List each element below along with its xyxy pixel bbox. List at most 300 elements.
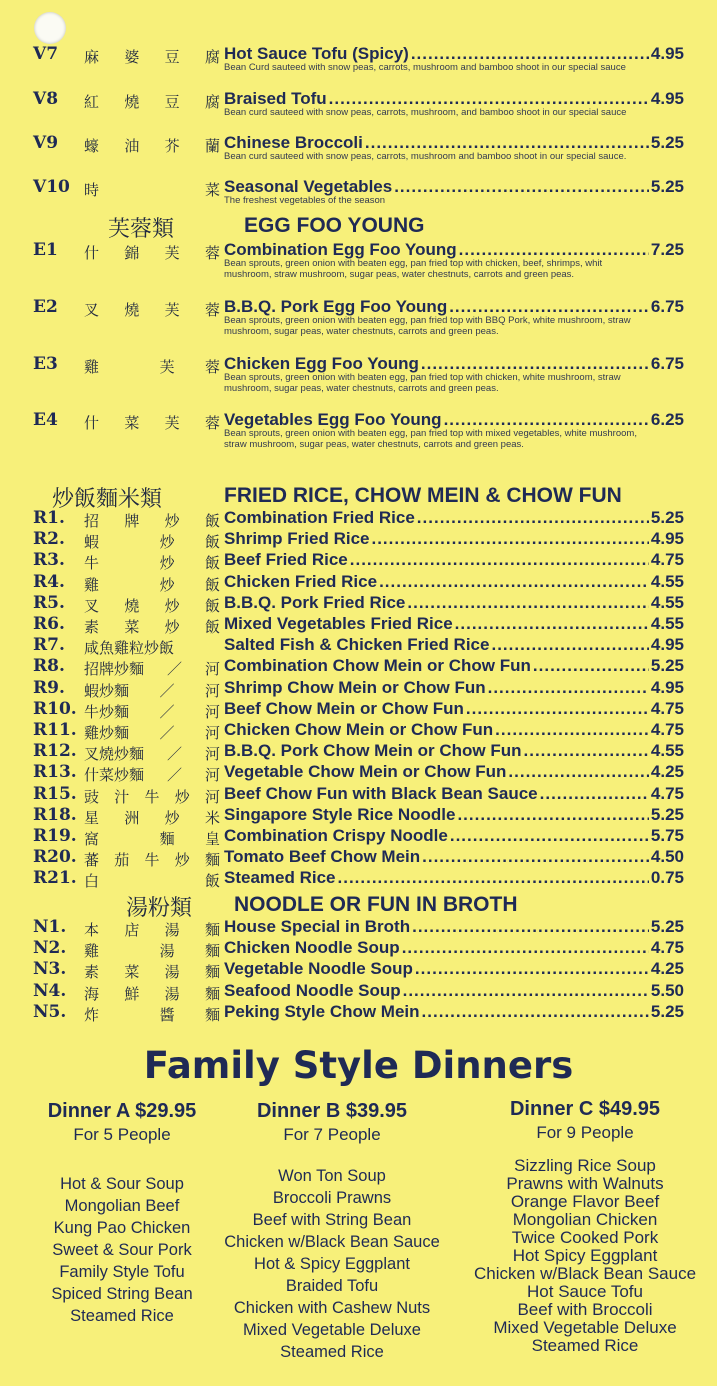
dinner-c [462, 1098, 708, 1355]
chinese-char: ／ [159, 724, 175, 742]
item-code: R5. [33, 592, 65, 613]
chinese-char: 炒 [164, 512, 180, 530]
item-name-row [224, 1002, 684, 1022]
item-description: Bean sprouts, green onion with beaten egg, pan fried top with chicken, white mushroom, straw mushroom, sugar peas, water chestnuts, carrots and green peas. [224, 372, 621, 394]
item-name: Combination Fried Rice [224, 508, 415, 527]
item-chinese-name [84, 595, 220, 616]
chinese-char: ／ [166, 745, 182, 764]
item-name: Shrimp Chow Mein or Chow Fun [224, 677, 486, 697]
chinese-char: ／ [166, 660, 182, 679]
item-description: Bean curd sauteed with snow peas, carrots, mushroom and bamboo shoot in our special sauce. [224, 151, 627, 162]
item-name-row [224, 699, 684, 719]
item-name: Shrimp Fried Rice [224, 529, 370, 549]
item-description: Bean Curd sauteed with snow peas, carrots, mushroom and bamboo shoot in our special sauce [224, 62, 626, 73]
chinese-char: 菜 [124, 963, 140, 982]
item-chinese-name [84, 531, 220, 552]
item-name-row [224, 133, 684, 153]
dot-leader [455, 614, 649, 634]
chinese-char: 飯 [204, 575, 220, 594]
item-name-row [224, 635, 684, 655]
chinese-char: 麵 [204, 921, 220, 939]
item-name-row [224, 297, 684, 317]
chinese-char: 芙 [159, 358, 175, 376]
item-chinese-name [84, 764, 220, 785]
chinese-char: 洲 [124, 808, 140, 827]
dinner-dish: Spiced String Bean [51, 1285, 193, 1303]
chinese-char: 蓉 [204, 414, 220, 432]
dinner-dish: Mixed Vegetable Deluxe [243, 1321, 421, 1339]
dot-leader [488, 678, 649, 698]
item-price: 0.75 [650, 868, 684, 888]
item-chinese-name [84, 849, 220, 870]
item-name: Hot Sauce Tofu (Spicy) [224, 44, 409, 63]
item-chinese-name [84, 242, 220, 263]
chinese-char: 錦 [124, 244, 140, 262]
item-price: 5.25 [650, 656, 684, 676]
chinese-char: 燒 [124, 93, 140, 111]
item-name-row [224, 741, 684, 761]
item-code: R6. [33, 614, 65, 634]
item-code: R3. [33, 550, 65, 571]
dot-leader [417, 508, 649, 528]
chinese-char: 米 [204, 808, 220, 827]
dot-leader [450, 826, 649, 846]
item-price: 4.55 [650, 741, 684, 761]
item-name: Chicken Noodle Soup [224, 938, 400, 958]
dot-leader [449, 297, 649, 317]
dot-leader [540, 784, 649, 804]
item-code: R8. [33, 656, 65, 677]
chinese-char: 麵 [204, 1005, 220, 1024]
item-price: 4.75 [650, 938, 684, 958]
item-name: Chicken Egg Foo Young [224, 354, 419, 373]
chinese-char: 豆 [164, 48, 180, 66]
dinner-dish: Beef with Broccoli [517, 1300, 653, 1319]
item-name: Salted Fish & Chicken Fried Rice [224, 635, 490, 655]
item-name: Tomato Beef Chow Mein [224, 847, 421, 867]
item-name-row [224, 917, 684, 937]
item-chinese-name [84, 356, 220, 377]
item-description: The freshest vegetables of the season [224, 195, 386, 206]
chinese-char: 雞 [84, 575, 100, 594]
item-name-row [224, 805, 684, 825]
item-price: 6.75 [650, 297, 684, 316]
dinner-c-items [462, 1157, 708, 1355]
item-chinese-name [84, 807, 220, 828]
chinese-char: 麵 [204, 942, 220, 961]
item-code: R9. [33, 677, 65, 698]
item-name-row [224, 529, 684, 549]
chinese-char: 麻 [84, 48, 100, 66]
dot-leader [524, 741, 649, 761]
item-name-row [224, 572, 684, 592]
chinese-char: 白 [84, 872, 100, 891]
chinese-char: 湯 [159, 942, 175, 961]
chinese-char: 河 [204, 724, 220, 742]
dot-leader [421, 354, 649, 374]
item-name-row [224, 177, 684, 197]
item-price: 4.95 [650, 635, 684, 655]
chinese-char: 飯 [204, 512, 220, 530]
item-name-row [224, 44, 684, 64]
item-name: Seasonal Vegetables [224, 177, 393, 196]
chinese-char: 什 [84, 414, 100, 432]
dinner-dish: Chicken with Cashew Nuts [233, 1299, 431, 1317]
item-name: Chicken Fried Rice [224, 571, 378, 591]
item-description: Bean sprouts, green onion with beaten egg, pan fried top with BBQ Pork, white mushroom, straw mushroom, sugar peas, water chestnuts, carrots and green peas. [224, 315, 631, 337]
dinner-dish: Twice Cooked Pork [511, 1228, 659, 1247]
section-heading-chinese: 炒飯麵米類 [52, 487, 163, 512]
item-chinese-name [84, 658, 220, 679]
chinese-char: 炒 [164, 808, 180, 827]
item-description: Bean sprouts, green onion with beaten egg, pan fried top with chicken, beef, shrimps, whit mushroom, straw mushroom, sugar peas, water chestnuts, carrots and green peas. [224, 258, 603, 280]
chinese-char: 炒 [164, 596, 180, 615]
chinese-char: 招牌炒麵 [84, 660, 145, 679]
dot-leader [415, 959, 649, 979]
dot-leader [412, 917, 649, 937]
item-code: R18. [33, 804, 77, 825]
chinese-char: 豉 [84, 787, 100, 806]
section-heading-english: FRIED RICE, CHOW MEIN & CHOW FUN [224, 484, 622, 507]
chinese-char: 皇 [204, 830, 220, 848]
item-name: Singapore Style Rice Noodle [224, 804, 456, 824]
item-chinese-name [84, 870, 220, 891]
item-chinese-name [84, 828, 220, 849]
item-name-row [224, 981, 684, 1001]
item-chinese-name [84, 616, 220, 637]
item-code: V9 [33, 133, 59, 153]
item-chinese-name [84, 637, 220, 658]
item-price: 4.95 [650, 529, 684, 549]
chinese-char: 蕃 [84, 851, 100, 870]
item-code: E2 [33, 297, 58, 317]
dinner-dish: Won Ton Soup [278, 1167, 386, 1185]
chinese-char: 腐 [204, 48, 220, 66]
dinner-dish: Prawns with Walnuts [506, 1174, 664, 1193]
item-chinese-name [84, 722, 220, 743]
chinese-char: 河 [204, 681, 220, 700]
item-name-row [224, 959, 684, 979]
dot-leader [403, 981, 649, 1001]
item-name-row [224, 656, 684, 676]
item-name-row [224, 678, 684, 698]
dinner-dish: Braided Tofu [285, 1277, 379, 1295]
item-code: E1 [33, 240, 58, 260]
chinese-char: 牌 [124, 512, 140, 530]
chinese-char: 河 [204, 766, 220, 785]
chinese-char: 菜 [124, 414, 140, 432]
dinner-a-people: For 5 People [73, 1125, 171, 1144]
chinese-char: 飯 [204, 554, 220, 573]
item-name: Vegetables Egg Foo Young [224, 410, 442, 429]
chinese-char: ／ [159, 681, 175, 700]
item-code: R21. [33, 868, 77, 889]
item-price: 5.25 [650, 508, 684, 527]
item-code: E3 [33, 354, 58, 374]
item-price: 4.75 [650, 720, 684, 739]
chinese-char: 什菜炒麵 [84, 766, 145, 785]
dinner-b-people: For 7 People [283, 1125, 381, 1144]
dinner-dish: Chicken w/Black Bean Sauce [224, 1233, 440, 1251]
item-code: V10 [33, 177, 70, 197]
item-price: 4.95 [650, 677, 684, 697]
item-name: Beef Chow Fun with Black Bean Sauce [224, 783, 538, 803]
item-name-row [224, 868, 684, 888]
item-description: Bean sprouts, green onion with beaten egg, pan fried top with mixed vegetables, white mushroom, straw mushroom, sugar peas, water chestnuts, carrots and green peas. [224, 428, 637, 450]
family-dinners-title: Family Style Dinners [143, 1044, 574, 1087]
chinese-char: 蠔 [84, 137, 100, 155]
chinese-char: 菜 [204, 181, 220, 199]
chinese-char: 炒 [159, 575, 175, 594]
chinese-char: 炒 [174, 851, 190, 870]
item-price: 4.55 [650, 614, 684, 633]
dinner-dish: Family Style Tofu [59, 1263, 185, 1281]
dot-leader [365, 133, 649, 153]
chinese-char: 麵 [204, 963, 220, 982]
section-heading-chinese: 芙蓉類 [108, 217, 175, 242]
item-chinese-name [84, 510, 220, 531]
chinese-char: 牛炒麵 [84, 702, 130, 721]
chinese-char: 油 [124, 137, 140, 155]
chinese-char: 雞 [84, 358, 100, 376]
chinese-char: 湯 [164, 963, 180, 982]
chinese-char: 飯 [204, 533, 220, 552]
dot-leader [394, 177, 649, 197]
chinese-char: 河 [204, 787, 220, 806]
item-chinese-name [84, 680, 220, 701]
item-code: N2. [33, 938, 67, 959]
item-code: R20. [33, 847, 77, 868]
dot-leader [491, 635, 648, 655]
section-heading-english: EGG FOO YOUNG [244, 214, 425, 237]
chinese-char: 蓉 [204, 301, 220, 319]
dinner-dish: Mongolian Beef [64, 1197, 180, 1215]
chinese-char: 鮮 [124, 984, 140, 1003]
item-name-row [224, 550, 684, 570]
item-chinese-name [84, 46, 220, 67]
dot-leader [379, 572, 649, 592]
item-price: 6.25 [650, 410, 684, 429]
item-price: 5.25 [650, 1001, 684, 1021]
item-price: 4.25 [650, 959, 684, 979]
item-name-row [224, 354, 684, 374]
item-price: 4.95 [650, 44, 684, 63]
chinese-char: 醬 [159, 1005, 175, 1024]
item-code: N1. [33, 917, 67, 937]
chinese-char: 茄 [114, 851, 130, 870]
dot-leader [338, 868, 649, 888]
item-price: 4.25 [650, 762, 684, 782]
dinner-dish: Sweet & Sour Pork [52, 1241, 192, 1259]
dinner-dish: Hot Sauce Tofu [527, 1282, 643, 1301]
chinese-char: 紅 [84, 93, 100, 111]
chinese-char: 時 [84, 181, 100, 199]
chinese-char: 湯 [164, 984, 180, 1003]
chinese-char: 河 [204, 702, 220, 721]
item-chinese-name [84, 961, 220, 982]
item-price: 6.75 [650, 354, 684, 373]
chinese-char: 麵 [204, 984, 220, 1003]
item-name: Chinese Broccoli [224, 133, 363, 152]
dinner-dish: Sizzling Rice Soup [514, 1156, 656, 1175]
chinese-char: 蘭 [204, 137, 220, 155]
chinese-char: 叉 [84, 596, 100, 615]
item-name: Seafood Noodle Soup [224, 980, 401, 1000]
chinese-char: 牛 [144, 851, 160, 870]
item-name-row [224, 938, 684, 958]
chinese-char: 豆 [164, 93, 180, 111]
item-price: 5.50 [650, 980, 684, 1000]
chinese-char: 炒 [159, 533, 175, 552]
chinese-char: 菜 [124, 618, 140, 636]
item-chinese-name [84, 552, 220, 573]
dot-leader [422, 847, 649, 867]
chinese-char: 汁 [114, 787, 130, 806]
item-chinese-name [84, 983, 220, 1004]
chinese-char: 河 [204, 745, 220, 764]
dot-leader [533, 656, 649, 676]
chinese-char: 蓉 [204, 358, 220, 376]
section-heading-english: NOODLE OR FUN IN BROTH [234, 893, 518, 916]
item-name: B.B.Q. Pork Fried Rice [224, 592, 406, 612]
item-chinese-name [84, 786, 220, 807]
chinese-char: 炒 [159, 554, 175, 573]
item-name-row [224, 847, 684, 867]
dinner-dish: Chicken w/Black Bean Sauce [473, 1264, 697, 1283]
item-code: R12. [33, 741, 77, 762]
item-name: B.B.Q. Pork Egg Foo Young [224, 297, 448, 316]
item-name-row [224, 89, 684, 109]
chinese-char: 牛 [144, 787, 160, 806]
item-name: Combination Crispy Noodle [224, 826, 448, 845]
dinner-b-title: Dinner B $39.95 [256, 1100, 408, 1122]
item-name: Combination Egg Foo Young [224, 240, 457, 259]
chinese-char: 本 [84, 921, 100, 939]
chinese-char: ／ [159, 702, 175, 721]
item-name: Vegetable Noodle Soup [224, 959, 413, 979]
chinese-char: 蝦炒麵 [84, 681, 130, 700]
chinese-char: 星 [84, 808, 100, 827]
item-code: R1. [33, 508, 65, 528]
item-price: 5.25 [650, 917, 684, 936]
chinese-char: 燒 [124, 596, 140, 615]
item-code: R2. [33, 529, 65, 550]
chinese-char: ／ [166, 766, 182, 785]
chinese-char: 海 [84, 984, 100, 1003]
item-name: Mixed Vegetables Fried Rice [224, 614, 453, 633]
item-price: 7.25 [650, 240, 684, 259]
dot-leader [508, 762, 649, 782]
dinner-dish: Broccoli Prawns [272, 1189, 392, 1207]
dinner-b-items [222, 1165, 442, 1363]
item-code: V8 [33, 89, 59, 109]
dot-leader [350, 550, 649, 570]
chinese-char: 炸 [84, 1005, 100, 1024]
item-code: R15. [33, 783, 77, 804]
dot-leader [329, 89, 649, 109]
item-name: Combination Chow Mein or Chow Fun [224, 656, 531, 676]
dot-leader [407, 593, 649, 613]
dinner-dish: Steamed Rice [280, 1343, 384, 1361]
dinner-dish: Steamed Rice [531, 1336, 639, 1355]
item-chinese-name [84, 701, 220, 722]
item-name: Beef Chow Mein or Chow Fun [224, 698, 464, 718]
dot-leader [466, 699, 649, 719]
chinese-char: 叉 [84, 301, 100, 319]
chinese-char: 招 [84, 512, 100, 530]
item-chinese-name [84, 179, 220, 200]
item-name-row [224, 410, 684, 430]
dinner-dish: Kung Pao Chicken [53, 1219, 191, 1237]
chinese-char: 牛 [84, 554, 100, 573]
dot-leader [422, 1002, 649, 1022]
item-name: Chicken Chow Mein or Chow Fun [224, 720, 494, 739]
chinese-char: 麵 [159, 830, 175, 848]
item-price: 4.75 [650, 698, 684, 718]
item-name: Vegetable Chow Mein or Chow Fun [224, 762, 507, 782]
dinner-dish: Steamed Rice [70, 1307, 174, 1325]
chinese-char: 飯 [204, 618, 220, 636]
dot-leader [457, 805, 648, 825]
dot-leader [495, 720, 649, 740]
chinese-char: 炒 [164, 618, 180, 636]
item-code: E4 [33, 410, 58, 430]
chinese-char: 飯 [204, 872, 220, 891]
item-price: 5.75 [650, 826, 684, 845]
dot-leader [444, 410, 649, 430]
item-chinese-name [84, 135, 220, 156]
item-code: N3. [33, 959, 67, 980]
chinese-char: 腐 [204, 93, 220, 111]
item-chinese-name [84, 919, 220, 940]
dot-leader [371, 529, 648, 549]
item-price: 4.75 [650, 783, 684, 803]
item-code: R19. [33, 826, 77, 846]
item-name-row [224, 240, 684, 260]
chinese-char: 麵 [204, 851, 220, 870]
chinese-char: 燒 [124, 301, 140, 319]
item-name: House Special in Broth [224, 917, 411, 936]
dinner-b [222, 1100, 442, 1363]
item-name-row [224, 614, 684, 634]
chinese-char: 芥 [164, 137, 180, 155]
dot-leader [459, 240, 649, 260]
chinese-char: 什 [84, 244, 100, 262]
chinese-char: 雞炒麵 [84, 724, 130, 742]
item-code: R4. [33, 571, 65, 592]
chinese-char: 叉燒炒麵 [84, 745, 145, 764]
item-chinese-name [84, 91, 220, 112]
item-chinese-name [84, 574, 220, 595]
dinner-c-title: Dinner C $49.95 [509, 1098, 661, 1120]
item-description: Bean curd sauteed with snow peas, carrots, mushroom, and bamboo shoot in our special sauce [224, 107, 627, 118]
item-chinese-name [84, 412, 220, 433]
item-name-row [224, 762, 684, 782]
item-price: 5.25 [650, 804, 684, 824]
dot-leader [402, 938, 649, 958]
item-price: 5.25 [650, 177, 684, 196]
item-code: R13. [33, 762, 77, 783]
chinese-char: 雞 [84, 942, 100, 961]
item-price: 4.95 [650, 89, 684, 108]
chinese-char: 湯 [164, 921, 180, 939]
item-name: B.B.Q. Pork Chow Mein or Chow Fun [224, 741, 522, 761]
item-price: 5.25 [650, 133, 684, 152]
chinese-char: 素 [84, 618, 100, 636]
item-name: Braised Tofu [224, 89, 327, 108]
item-name: Peking Style Chow Mein [224, 1001, 420, 1021]
item-price: 4.75 [650, 550, 684, 570]
